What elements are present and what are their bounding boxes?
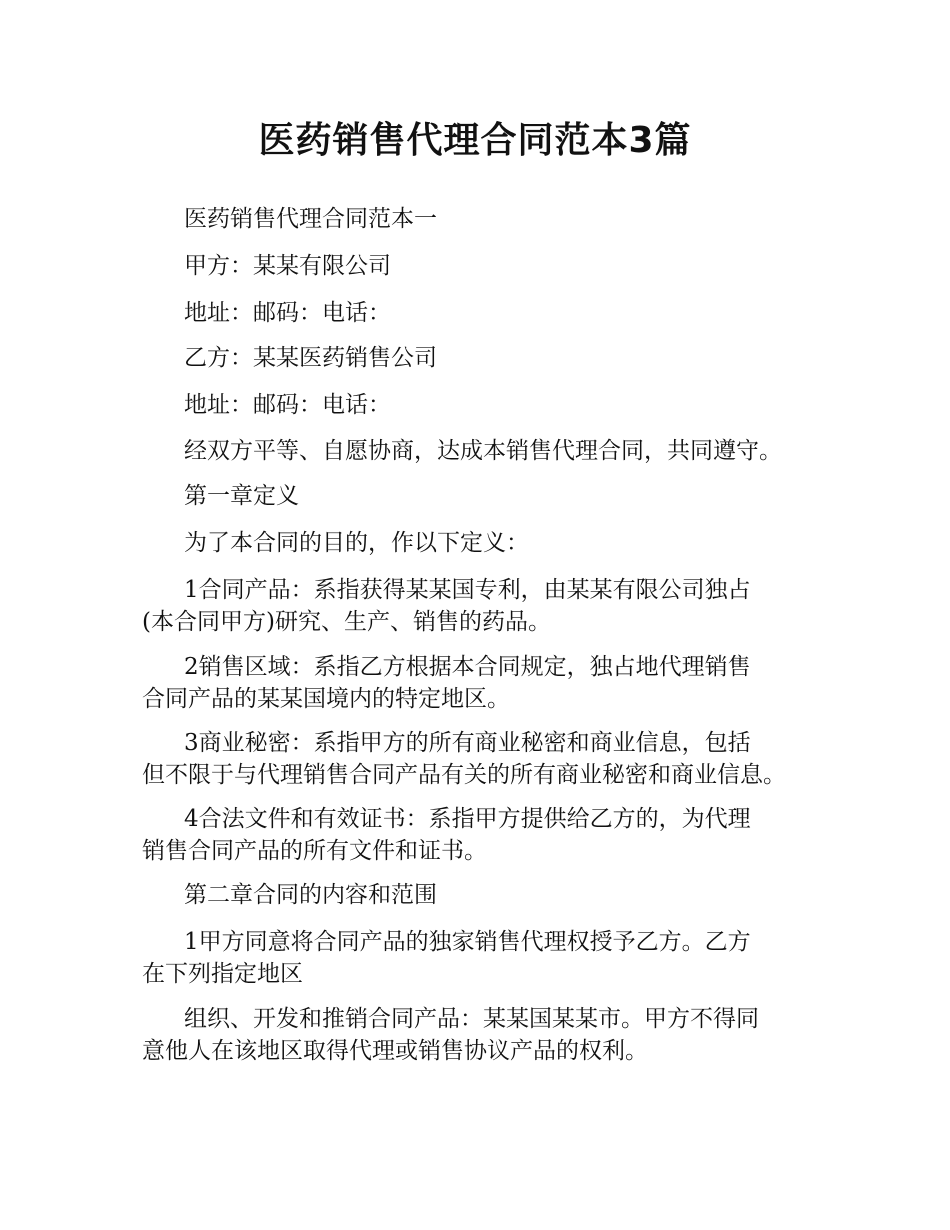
paragraph-line: 第一章定义 [184, 483, 299, 509]
paragraph-line: 4合法文件和有效证书：系指甲方提供给乙方的，为代理 [184, 806, 751, 832]
paragraph-line: 意他人在该地区取得代理或销售协议产品的权利。 [142, 1038, 648, 1064]
chapter-heading [142, 879, 832, 911]
paragraph-line: 甲方：某某有限公司 [184, 253, 391, 279]
definition-item [142, 727, 832, 791]
paragraph-line: 但不限于与代理销售合同产品有关的所有商业秘密和商业信息。 [142, 762, 786, 788]
definition-item [142, 574, 832, 638]
document-title: 医药销售代理合同范本3篇 [258, 120, 692, 161]
paragraph-line: 1合同产品：系指获得某某国专利，由某某有限公司独占 [184, 577, 751, 603]
paragraph-line: 1甲方同意将合同产品的独家销售代理权授予乙方。乙方 [184, 929, 751, 955]
definition-item [142, 651, 832, 715]
paragraph-heading [142, 203, 832, 235]
party-b [142, 342, 832, 374]
party-a [142, 250, 832, 282]
party-a-address [142, 297, 832, 329]
paragraph-line: 为了本合同的目的，作以下定义： [184, 530, 529, 556]
clause-item [142, 926, 832, 990]
paragraph-line: 医药销售代理合同范本一 [184, 206, 437, 232]
definitions-intro [142, 527, 832, 559]
paragraph-line: 销售合同产品的所有文件和证书。 [142, 838, 487, 864]
chapter-heading [142, 480, 832, 512]
paragraph-line: 地址：邮码：电话： [184, 300, 391, 326]
paragraph-line: 地址：邮码：电话： [184, 392, 391, 418]
preamble [142, 435, 832, 467]
paragraph-line: 乙方：某某医药销售公司 [184, 345, 437, 371]
paragraph-line: 合同产品的某某国境内的特定地区。 [142, 686, 510, 712]
paragraph-line: 经双方平等、自愿协商，达成本销售代理合同，共同遵守。 [184, 438, 782, 464]
party-b-address [142, 389, 832, 421]
paragraph-line: 3商业秘密：系指甲方的所有商业秘密和商业信息，包括 [184, 730, 751, 756]
paragraph-line: (本合同甲方)研究、生产、销售的药品。 [142, 609, 551, 635]
clause-item [142, 1003, 832, 1067]
paragraph-line: 组织、开发和推销合同产品：某某国某某市。甲方不得同 [184, 1006, 759, 1032]
paragraph-line: 在下列指定地区 [142, 961, 303, 987]
definition-item [142, 803, 832, 867]
paragraph-line: 第二章合同的内容和范围 [184, 882, 437, 908]
paragraph-line: 2销售区域：系指乙方根据本合同规定，独占地代理销售 [184, 654, 751, 680]
